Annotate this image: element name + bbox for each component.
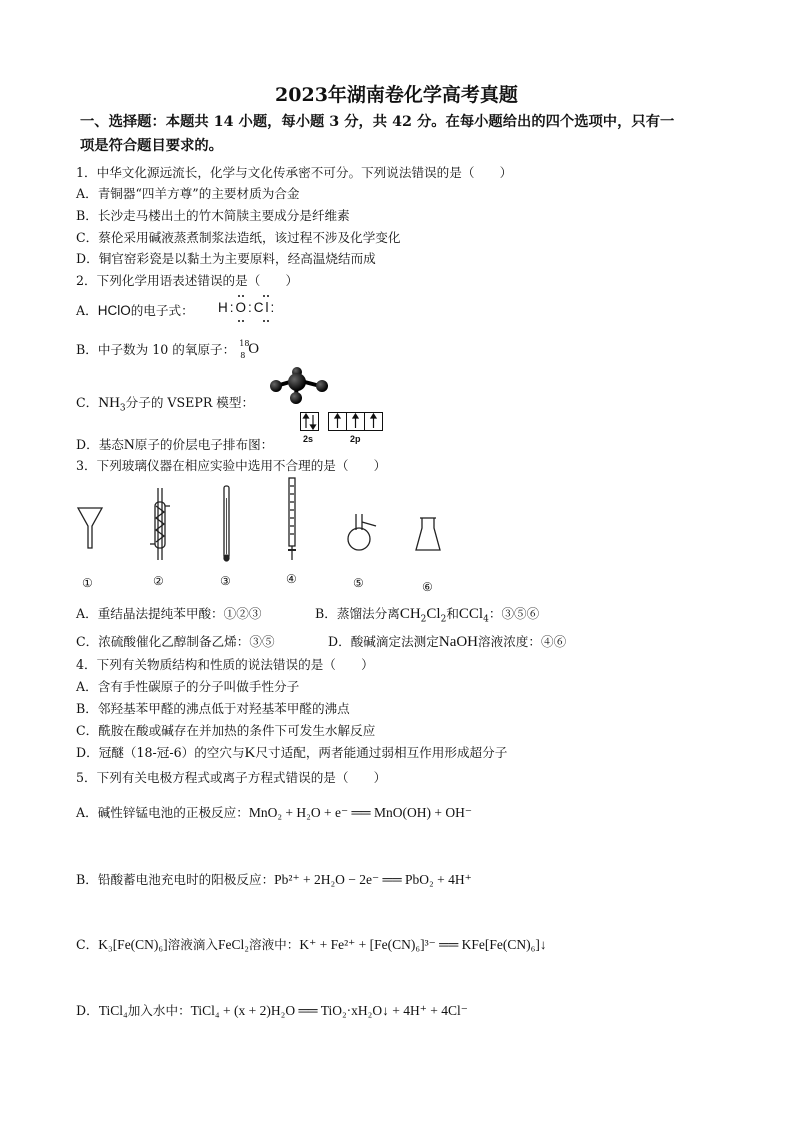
hclo-lewis-structure	[218, 292, 298, 326]
isotope-symbol: O	[248, 340, 260, 357]
q3-option-b	[315, 603, 539, 625]
q3-b-formula1-sub2: 2	[440, 614, 447, 625]
q3-b-formula2: CCl	[458, 606, 484, 622]
q3-b-and: 和	[446, 606, 459, 621]
q3-option-c: C．浓硫酸催化乙醇制备乙烯：③⑤	[76, 634, 275, 649]
q5-c-formula2: FeCl₂	[218, 937, 249, 952]
q5-c-mid2: 溶液中：	[248, 937, 300, 952]
q2-option-c	[76, 392, 254, 414]
q5-b-equation: Pb²⁺ + 2H₂O − 2e⁻ ══ PbO₂ + 4H⁺	[274, 872, 472, 887]
q5-a-equation: MnO₂ + H₂O + e⁻ ══ MnO(OH) + OH⁻	[248, 805, 472, 820]
glassware-label-6: ⑥	[422, 580, 433, 594]
q3-option-a: A．重结晶法提纯苯甲酸：①②③	[76, 606, 262, 621]
q1-option-b: B．长沙走马楼出土的竹木简牍主要成分是纤维素	[76, 208, 350, 223]
q4-stem: 4．下列有关物质结构和性质的说法错误的是（ ）	[76, 657, 374, 672]
q1-option-a: A．青铜器“四羊方尊”的主要材质为合金	[76, 186, 300, 201]
q5-option-b	[76, 869, 472, 888]
q5-stem: 5．下列有关电极方程式或离子方程式错误的是（ ）	[76, 770, 387, 785]
q5-b-text: B．铅酸蓄电池充电时的阳极反应：	[76, 872, 275, 887]
page-title: 2023年湖南卷化学高考真题	[275, 84, 518, 106]
q5-c-mid: 溶液滴入	[167, 937, 219, 952]
orbital-boxes	[300, 412, 390, 434]
q2-d-suffix: 原子的价层电子排布图：	[134, 437, 274, 452]
q1-option-d: D．铜官窑彩瓷是以黏土为主要原料，经高温烧结而成	[76, 251, 376, 266]
q3-b-formula1: CH	[399, 606, 421, 622]
q2-option-d	[76, 434, 273, 454]
conical-flask-icon	[416, 518, 440, 550]
section-heading-line1: 一、选择题：本题共 14 小题，每小题 3 分，共 42 分。在每小题给出的四个选项中，只有一	[80, 114, 675, 130]
q5-a-text: A．碱性锌锰电池的正极反应：	[76, 805, 249, 820]
q5-d-equation: TiCl₄ + (x + 2)H₂O ══ TiO₂·xH₂O↓ + 4H⁺ + 4Cl⁻	[190, 1003, 468, 1018]
q4-d-symbol: K	[244, 745, 256, 761]
q5-c-prefix: C．	[76, 937, 99, 952]
q3-b-formula1-sub1: 2	[420, 614, 427, 625]
burette-icon	[288, 478, 296, 560]
q2-option-a	[76, 300, 194, 319]
q3-b-text: B．蒸馏法分离	[315, 606, 400, 621]
glassware-label-3: ③	[220, 574, 231, 588]
q4-d-suffix: 尺寸适配，两者能通过弱相互作用形成超分子	[255, 745, 508, 760]
q5-option-c	[76, 934, 547, 953]
funnel-icon	[78, 508, 102, 548]
distillation-flask-icon	[348, 514, 376, 550]
q2-a-formula: HClO	[97, 303, 131, 318]
q1-stem: 1．中华文化源远流长，化学与文化传承密不可分。下列说法错误的是（ ）	[76, 165, 513, 180]
q3-b-formula2-sub: 4	[483, 614, 489, 625]
q2-stem: 2．下列化学用语表述错误的是（ ）	[76, 273, 299, 288]
q3-stem: 3．下列玻璃仪器在相应实验中选用不合理的是（ ）	[76, 458, 387, 473]
glassware-label-1: ①	[82, 576, 93, 590]
q1-option-c: C．蔡伦采用碱液蒸煮制浆法造纸，该过程不涉及化学变化	[76, 230, 401, 245]
q5-option-d	[76, 1000, 468, 1019]
q5-c-equation: K⁺ + Fe²⁺ + [Fe(CN)₆]³⁻ ══ KFe[Fe(CN)₆]↓	[299, 937, 547, 952]
glassware-label-2: ②	[153, 574, 164, 588]
q4-option-b: B．邻羟基苯甲醛的沸点低于对羟基苯甲醛的沸点	[76, 701, 350, 716]
glassware-label-5: ⑤	[353, 576, 364, 590]
glassware-illustrations	[76, 478, 456, 570]
q2-option-b	[76, 339, 261, 358]
thermometer-icon	[224, 486, 229, 561]
q2-c-suffix: 分子的 VSEPR 模型：	[125, 395, 255, 410]
q2-b-text: B．中子数为 10 的氧原子：	[76, 342, 236, 357]
isotope-atomic-number: 8	[240, 350, 246, 360]
isotope-mass-number: 18	[239, 338, 250, 348]
q5-option-a	[76, 802, 472, 821]
q5-d-mid: 加入水中：	[127, 1003, 191, 1018]
q5-d-prefix: D．	[76, 1003, 99, 1018]
condenser-icon	[150, 488, 170, 560]
q4-d-prefix: D．冠醚（18-冠-6）的空穴与	[76, 745, 245, 760]
q2-d-prefix: D．基态	[76, 437, 124, 452]
q3-d-formula: NaOH	[438, 634, 479, 650]
hclo-lewis-text: H:O:Cl:	[218, 300, 277, 315]
q5-d-formula: TiCl₄	[98, 1003, 128, 1018]
q2-a-prefix: A．	[76, 303, 98, 318]
orbital-label-2s: 2s	[303, 434, 314, 444]
q2-d-symbol: N	[123, 437, 135, 453]
q3-option-d	[328, 631, 566, 651]
q3-d-text: D．酸碱滴定法测定	[328, 634, 439, 649]
orbital-diagram	[300, 412, 390, 448]
q5-c-formula1: K₃[Fe(CN)₆]	[98, 937, 168, 952]
q3-b-formula1-cl: Cl	[426, 606, 441, 622]
q2-c-formula: NH	[98, 395, 120, 411]
nh3-vsepr-model-icon	[268, 367, 330, 405]
lone-pair-dots	[218, 292, 298, 326]
q2-a-suffix: 的电子式：	[130, 303, 194, 318]
glassware-label-4: ④	[286, 572, 297, 586]
q4-option-d	[76, 742, 507, 762]
oxygen-isotope-notation	[239, 338, 261, 360]
q3-d-tail: 溶液浓度：④⑥	[478, 634, 567, 649]
q4-option-a: A．含有手性碳原子的分子叫做手性分子	[76, 679, 300, 694]
orbital-label-2p: 2p	[350, 434, 361, 444]
section-heading-line2: 项是符合题目要求的。	[80, 138, 223, 154]
q4-option-c: C．酰胺在酸或碱存在并加热的条件下可发生水解反应	[76, 723, 376, 738]
q3-b-tail: ：③⑤⑥	[488, 606, 540, 621]
q2-c-prefix: C．	[76, 395, 99, 410]
q2-c-subscript: 3	[119, 403, 126, 414]
